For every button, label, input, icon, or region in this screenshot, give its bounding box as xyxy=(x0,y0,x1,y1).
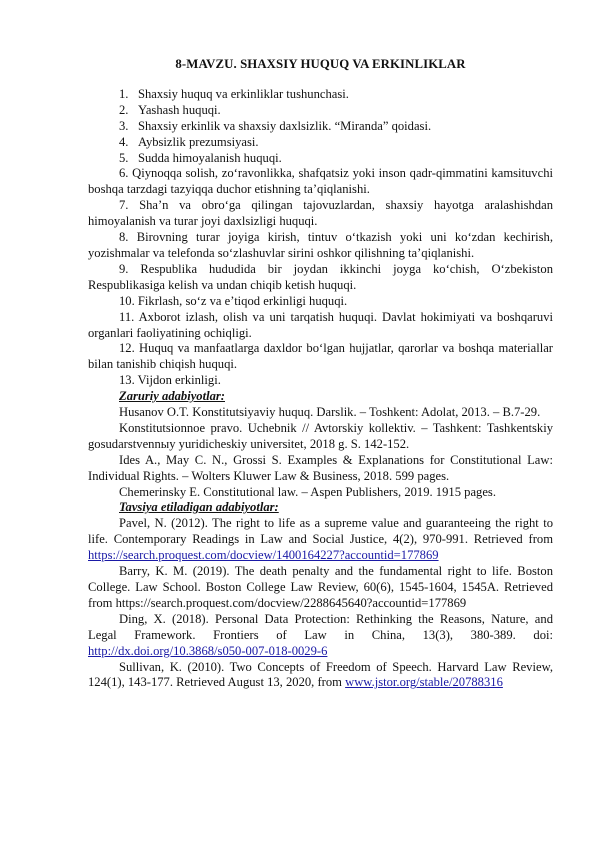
list-item-text: Yashash huquqi. xyxy=(138,102,221,117)
list-item xyxy=(88,151,553,167)
topic-paragraph-13: 13. Vijdon erkinligi. xyxy=(119,373,221,388)
reference-link[interactable]: https://search.proquest.com/docview/1400164227?accountid=177869 xyxy=(88,548,439,563)
topic-list xyxy=(88,87,553,167)
page-title: 8-MAVZU. SHAXSIY HUQUQ VA ERKINLIKLAR xyxy=(175,57,466,71)
topic-paragraph-9: 9. Respublika hududida bir joydan ikkinchi joyga ko‘chish, O‘zbekiston Respublikasiga kelish va undan chiqib ketish huquqi. xyxy=(88,261,553,292)
list-item-text: Shaxsiy erkinlik va shaxsiy daxlsizlik. “Miranda” qoidasi. xyxy=(138,118,432,133)
topic-paragraph-8: 8. Birovning turar joyiga kirish, tintuv o‘tkazish yoki uni ko‘zdan kechirish, yozishmalar va telefonda so‘zlashuvlar sirini oshkor qilishning ta’qiqlanishi. xyxy=(88,230,553,260)
topic-paragraph-12: 12. Huquq va manfaatlarga daxldor bo‘lgan hujjatlar, qarorlar va boshqa materiallar bilan tanishib chiqish huquqi. xyxy=(88,341,553,372)
reference-item-sullivan xyxy=(88,660,553,692)
reference-text: Ding, X. (2018). Personal Data Protection: Rethinking the Reasons, Nature, and Legal Framework. Frontiers of Law in China, 13(3), 380-389. doi: xyxy=(88,611,553,642)
reference-item-pavel xyxy=(88,516,553,564)
reference-text: Pavel, N. (2012). The right to life as a supreme value and guaranteeing the right to life. Contemporary Readings in Law and Social Justice, 4(2), 970-991. Retrieved from xyxy=(88,516,553,547)
reference-item: Husanov O.T. Konstitutsiyaviy huquq. Darslik. – Toshkent: Adolat, 2013. – B.7-29. xyxy=(119,405,541,420)
document-page xyxy=(88,57,553,691)
reference-item-barry: Barry, K. M. (2019). The death penalty and the fundamental right to life. Boston College. Law School. Boston College Law Review, 60(6), 1545-1604, 1545A. Retrieved from https://search.proquest.com/docview/2288645640?accountid=177869 xyxy=(88,564,553,610)
recommended-literature-heading: Tavsiya etiladigan adabiyotlar: xyxy=(119,500,279,515)
list-item-number: 3. xyxy=(119,118,129,133)
topic-paragraph-7: 7. Sha’n va obro‘ga qilingan tajovuzlardan, shaxsiy hayotga aralashishdan himoyalanish va turar joyi daxlsizligi huquqi. xyxy=(88,198,553,229)
list-item xyxy=(88,103,553,119)
topic-paragraph-10: 10. Fikrlash, so‘z va e’tiqod erkinligi huquqi. xyxy=(119,293,348,308)
reference-text: Sullivan, K. (2010). Two Concepts of Freedom of Speech. Harvard Law Review, 124(1), 143-177. Retrieved August 13, 2020, from xyxy=(88,659,553,690)
list-item-text: Sudda himoyalanish huquqi. xyxy=(138,150,282,165)
topic-paragraph-6: 6. Qiynoqqa solish, zo‘ravonlikka, shafqatsiz yoki inson qadr-qimmatini kamsituvchi boshqa tarzdagi tazyiqqa duchor etishning ta’qiqlanishi. xyxy=(88,166,553,197)
list-item-number: 5. xyxy=(119,150,129,165)
reference-item: Chemerinsky E. Constitutional law. – Aspen Publishers, 2019. 1915 pages. xyxy=(119,484,496,499)
reference-link[interactable]: http://dx.doi.org/10.3868/s050-007-018-0029-6 xyxy=(88,643,328,658)
list-item-number: 4. xyxy=(119,134,129,149)
reference-item: Konstitutsionnoe pravo. Uchebnik // Avtorskiy kollektiv. – Tashkent: Tashkentskiy gosudarstvennыy yuridicheskiy universitet, 2018 g. S. 142-152. xyxy=(88,420,553,451)
reference-link[interactable]: www.jstor.org/stable/20788316 xyxy=(345,675,503,690)
list-item-number: 1. xyxy=(119,86,129,101)
list-item xyxy=(88,119,553,135)
list-item-number: 2. xyxy=(119,102,129,117)
list-item-text: Shaxsiy huquq va erkinliklar tushunchasi. xyxy=(138,86,349,101)
list-item-text: Aybsizlik prezumsiyasi. xyxy=(138,134,259,149)
reference-item: Ides A., May C. N., Grossi S. Examples & Explanations for Constitutional Law: Individual Rights. – Wolters Kluwer Law & Business, 2018. 599 pages. xyxy=(88,452,553,483)
list-item xyxy=(88,135,553,151)
reference-item-ding xyxy=(88,612,553,660)
topic-paragraph-11: 11. Axborot izlash, olish va uni tarqatish huquqi. Davlat hokimiyati va boshqaruvi organlari faoliyatining ochiqligi. xyxy=(88,309,553,340)
list-item xyxy=(88,87,553,103)
required-literature-heading: Zaruriy adabiyotlar: xyxy=(119,389,225,404)
